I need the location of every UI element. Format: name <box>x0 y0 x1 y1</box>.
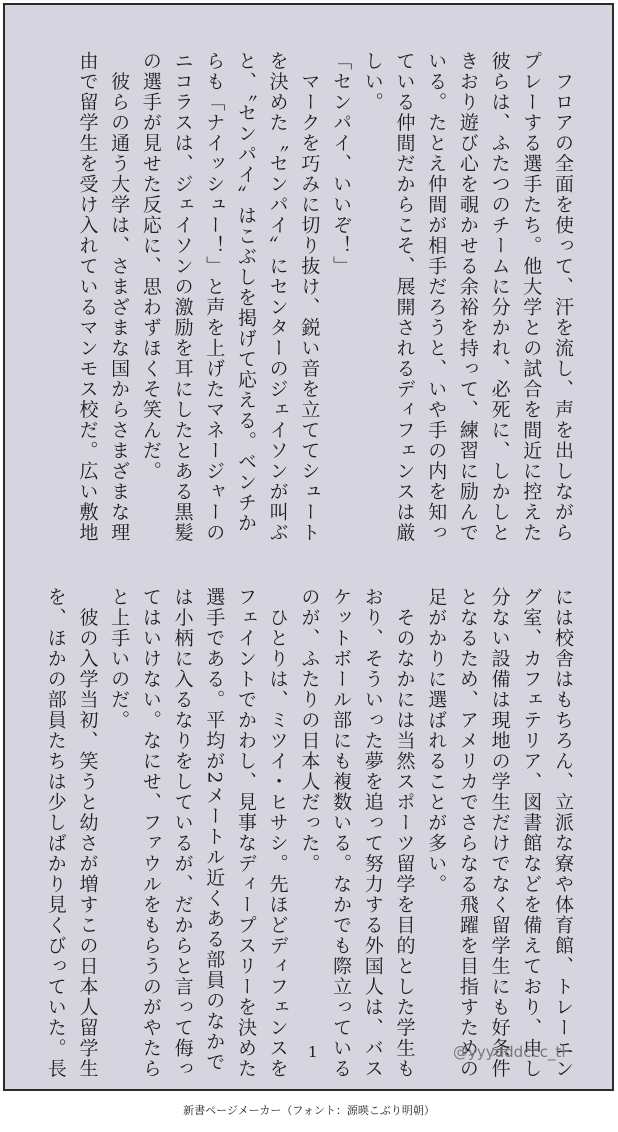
text-line: いる。たとえ仲間が相手だろうと、いや手の内を知っ <box>425 51 448 543</box>
text-line: フェイントでかわし、見事なディープスリーを決めた <box>234 587 257 1079</box>
text-line: らも「ナイッシュー！」と声を上げたマネージャーの <box>203 51 226 543</box>
text-line: 分ない設備は現地の学生だけでなく留学生にも好条件 <box>488 587 511 1079</box>
text-line: となるため、アメリカでさらなる飛躍を目指すための <box>456 587 479 1079</box>
text-line: と上手いのだ。 <box>108 587 131 731</box>
text-line: フロアの全面を使って、汗を流し、声を出しながら <box>552 51 574 543</box>
text-line: マークを巧みに切り抜け、鋭い音を立ててシュート <box>298 51 321 543</box>
text-line: そのなかには当然スポーツ留学を目的とした学生も <box>393 587 416 1079</box>
text-line: 彼らは、ふたつのチームに分かれ、必死に、しかしと <box>488 51 511 543</box>
text-line: 彼らの通う大学は、さまざまな国からさまざまな理 <box>108 51 131 543</box>
text-line: しい。 <box>361 51 384 113</box>
text-line: ニコラスは、ジェイソンの激励を耳にしたとある黒髪 <box>171 51 194 543</box>
page-sheet <box>3 3 614 1091</box>
text-line: ひとりは、ミツイ・ヒサシ。先ほどディフェンスを <box>266 587 289 1079</box>
text-line: おり、そういった夢を追って努力する外国人は、バス <box>361 587 384 1079</box>
text-line: 選手である。平均が2メートル近くある部員のなかで <box>203 587 226 1073</box>
text-line: 「センパイ、いいぞ！」 <box>330 51 353 277</box>
text-line: を決めた〝センパイ〟にセンターのジェイソンが叫ぶ <box>266 51 289 543</box>
text-line: ケットボール部にも複数いる。なかでも際立っている <box>330 587 353 1079</box>
page-number: 1 <box>308 1043 318 1061</box>
text-line: 由で留学生を受け入れているマンモス校だ。広い敷地 <box>76 51 99 543</box>
text-line: と、〝センパイ〟はこぶしを掲げて応える。ベンチか <box>234 51 257 534</box>
generator-footer: 新書ページメーカー（フォント：源暎こぶり明朝） <box>183 1104 435 1117</box>
author-credit: @yyydddccc_tl <box>453 1043 566 1061</box>
text-block-upper <box>71 51 578 541</box>
text-line: は小柄に入るなりをしているが、だからと言って侮っ <box>171 587 194 1079</box>
text-line: 彼の入学当初、笑うと幼さが増すこの日本人留学生 <box>76 587 99 1079</box>
text-line: のが、ふたりの日本人だった。 <box>298 587 321 874</box>
text-line: プレーする選手たち。他大学との試合を間近に控えた <box>520 51 543 543</box>
text-line: てはいけない。なにせ、ファウルをもらうのがやたら <box>139 587 162 1079</box>
text-line: の選手が見せた反応に、思わずほくそ笑んだ。 <box>139 51 162 482</box>
text-line: を、ほかの部員たちは少しばかり見くびっていた。長 <box>44 587 67 1079</box>
text-line: には校舎はもちろん、立派な寮や体育館、トレーニン <box>552 587 574 1079</box>
text-line: きおり遊び心を覗かせる余裕を持って、練習に励んで <box>456 51 479 543</box>
text-line: 足がかりに選ばれることが多い。 <box>425 587 448 895</box>
text-line: ている仲間だからこそ、展開されるディフェンスは厳 <box>393 51 416 543</box>
text-line: グ室、カフェテリア、図書館などを備えており、申し <box>520 587 543 1079</box>
